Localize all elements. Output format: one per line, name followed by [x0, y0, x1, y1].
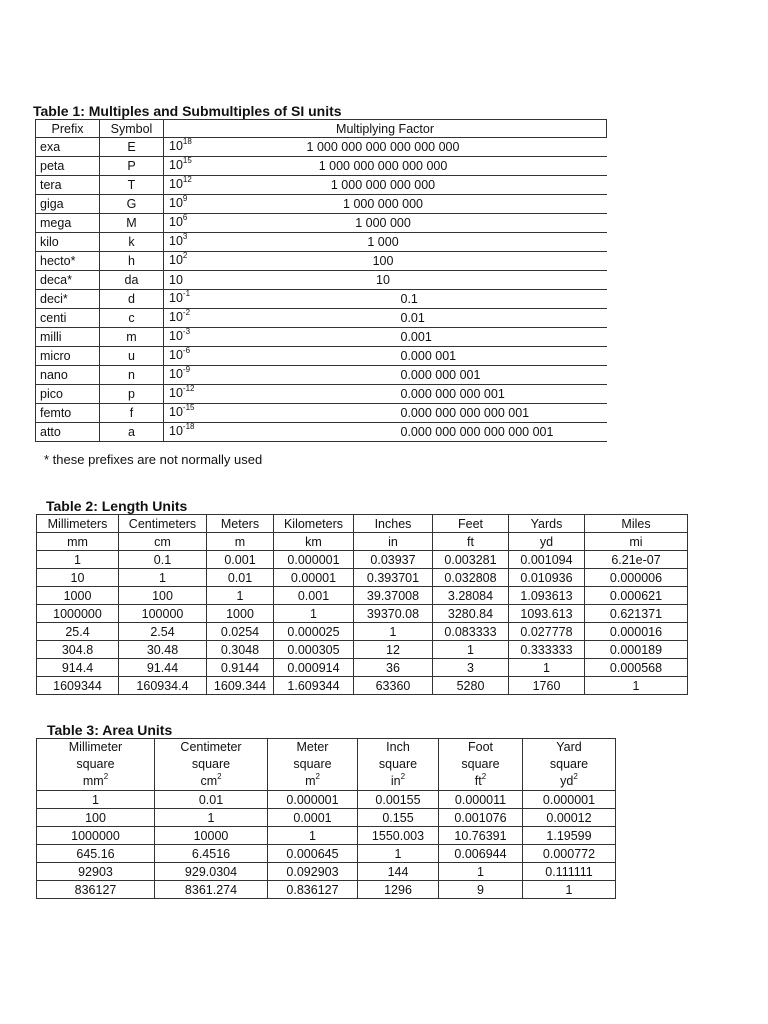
- symbol-cell: G: [100, 195, 164, 214]
- table3-cell: 9: [439, 881, 523, 899]
- table2-cell: 0.000305: [274, 641, 354, 659]
- table3-row: [37, 863, 616, 881]
- table2-cell: 0.000621: [585, 587, 688, 605]
- table2-cell: 0.001: [274, 587, 354, 605]
- table2-cell: 0.393701: [354, 569, 433, 587]
- table3-subheader-cell: square: [523, 756, 616, 773]
- table1-row: [36, 214, 607, 233]
- table2-cell: 10: [37, 569, 119, 587]
- table2-cell: 12: [354, 641, 433, 659]
- table3-cell: 836127: [37, 881, 155, 899]
- power-cell: $10^{-12}$: [164, 384, 216, 403]
- prefix-cell: kilo: [36, 233, 100, 252]
- table2-cell: 0.003281: [433, 551, 509, 569]
- table2-unit-cell: cm: [119, 533, 207, 551]
- table2-cell: 0.03937: [354, 551, 433, 569]
- prefix-cell: peta: [36, 157, 100, 176]
- symbol-cell: n: [100, 365, 164, 384]
- factor-value-cell: 10: [216, 271, 607, 290]
- table3-unit-cell: [439, 773, 523, 791]
- table2-row: [37, 659, 688, 677]
- power-exponent: -15: [182, 403, 195, 412]
- table3-unit-cell: [37, 773, 155, 791]
- unit-symbol: ft: [474, 773, 482, 788]
- power-exponent: 15: [182, 156, 192, 165]
- table2-cell: 1: [207, 587, 274, 605]
- power-exponent: 9: [182, 194, 188, 203]
- table1-header-factor: Multiplying Factor: [164, 120, 607, 138]
- table2-cell: 0.00001: [274, 569, 354, 587]
- table1-caption: Table 1: Multiples and Submultiples of SI units: [33, 103, 342, 119]
- table2-cell: 1: [433, 641, 509, 659]
- table3-cell: 645.16: [37, 845, 155, 863]
- table3-cell: 1: [155, 809, 268, 827]
- table2-cell: 0.000001: [274, 551, 354, 569]
- table2-header-cell: Millimeters: [37, 515, 119, 533]
- prefix-cell: tera: [36, 176, 100, 195]
- power-exponent: 6: [182, 213, 188, 222]
- prefix-cell: femto: [36, 403, 100, 422]
- table2-cell: 0.000025: [274, 623, 354, 641]
- table3-caption: Table 3: Area Units: [47, 722, 173, 738]
- table2-cell: 100000: [119, 605, 207, 623]
- table1-row: [36, 403, 607, 422]
- table2-unit-cell: mi: [585, 533, 688, 551]
- table1-row: [36, 384, 607, 403]
- table2-cell: 0.01: [207, 569, 274, 587]
- power-exponent: -18: [182, 422, 195, 431]
- table2-cell: 0.0254: [207, 623, 274, 641]
- power-cell: $10^{18}$: [164, 138, 216, 157]
- table2-cell: 1.093613: [509, 587, 585, 605]
- prefix-cell: deca*: [36, 271, 100, 290]
- symbol-cell: f: [100, 403, 164, 422]
- table3-header-cell: Yard: [523, 739, 616, 757]
- table2-unit-cell: km: [274, 533, 354, 551]
- symbol-cell: k: [100, 233, 164, 252]
- symbol-cell: d: [100, 289, 164, 308]
- table2-header-cell: Inches: [354, 515, 433, 533]
- table2-cell: 1: [37, 551, 119, 569]
- table2-cell: 1: [119, 569, 207, 587]
- factor-value-cell: 1 000: [216, 233, 607, 252]
- table2-cell: 0.1: [119, 551, 207, 569]
- factor-value-cell: 1 000 000 000 000 000: [216, 157, 607, 176]
- table1-row: [36, 422, 607, 441]
- table2-cell: 5280: [433, 677, 509, 695]
- table3-cell: 0.001076: [439, 809, 523, 827]
- unit-power: 2: [481, 773, 487, 781]
- unit-power: 2: [400, 773, 406, 781]
- table1-row: [36, 308, 607, 327]
- table2-units-row: [37, 533, 688, 551]
- factor-value-cell: 0.000 000 000 001: [216, 384, 607, 403]
- prefix-cell: pico: [36, 384, 100, 403]
- table1-row: [36, 176, 607, 195]
- table1-row: [36, 289, 607, 308]
- table2-cell: 91.44: [119, 659, 207, 677]
- table3-cell: 1.19599: [523, 827, 616, 845]
- table3-header-cell: Millimeter: [37, 739, 155, 757]
- factor-value-cell: 1 000 000 000 000 000 000: [216, 138, 607, 157]
- power-cell: $10^{15}$: [164, 157, 216, 176]
- power-exponent: -6: [182, 346, 191, 355]
- table3-cell: 1000000: [37, 827, 155, 845]
- unit-power: 2: [103, 773, 109, 781]
- table3-cell: 1: [37, 791, 155, 809]
- table2-cell: 39370.08: [354, 605, 433, 623]
- power-cell: $10^{-2}$: [164, 308, 216, 327]
- table2-cell: 39.37008: [354, 587, 433, 605]
- table2-unit-cell: mm: [37, 533, 119, 551]
- factor-value-cell: 0.000 001: [216, 346, 607, 365]
- power-cell: $10^{-3}$: [164, 327, 216, 346]
- table1-row: [36, 157, 607, 176]
- table2-row: [37, 551, 688, 569]
- power-exponent: -9: [182, 365, 191, 374]
- power-exponent: -2: [182, 308, 191, 317]
- prefix-cell: micro: [36, 346, 100, 365]
- factor-value-cell: 1 000 000 000: [216, 195, 607, 214]
- table3-header-cell: Foot: [439, 739, 523, 757]
- table3-cell: 0.000011: [439, 791, 523, 809]
- table3-cell: 0.0001: [268, 809, 358, 827]
- table2-cell: 914.4: [37, 659, 119, 677]
- table2-cell: 0.000006: [585, 569, 688, 587]
- unit-symbol: in: [390, 773, 401, 788]
- table3-cell: 10000: [155, 827, 268, 845]
- table1-row: [36, 233, 607, 252]
- table3-units-row: [37, 773, 616, 791]
- table2-cell: 1760: [509, 677, 585, 695]
- symbol-cell: c: [100, 308, 164, 327]
- power-exponent: -3: [182, 327, 191, 336]
- table2-unit-cell: ft: [433, 533, 509, 551]
- power-cell: $10^6$: [164, 214, 216, 233]
- table2-cell: 1: [585, 677, 688, 695]
- table1-header-prefix: Prefix: [36, 120, 100, 138]
- table3-row: [37, 881, 616, 899]
- table2-cell: 0.027778: [509, 623, 585, 641]
- table2-header-cell: Meters: [207, 515, 274, 533]
- table3-cell: 1296: [358, 881, 439, 899]
- prefix-cell: hecto*: [36, 252, 100, 271]
- table3-cell: 0.092903: [268, 863, 358, 881]
- symbol-cell: M: [100, 214, 164, 233]
- table1-footnote: * these prefixes are not normally used: [44, 452, 263, 467]
- table3-cell: 144: [358, 863, 439, 881]
- table2-header-cell: Yards: [509, 515, 585, 533]
- factor-value-cell: 1 000 000 000 000: [216, 176, 607, 195]
- table2-cell: 3: [433, 659, 509, 677]
- table2-cell: 0.333333: [509, 641, 585, 659]
- table2-cell: 1000000: [37, 605, 119, 623]
- table3-cell: 0.111111: [523, 863, 616, 881]
- table3-cell: 929.0304: [155, 863, 268, 881]
- symbol-cell: E: [100, 138, 164, 157]
- symbol-cell: P: [100, 157, 164, 176]
- unit-power: 2: [315, 773, 320, 781]
- table2-header-cell: Miles: [585, 515, 688, 533]
- unit-symbol: cm: [200, 773, 218, 788]
- unit-symbol: yd: [560, 773, 574, 788]
- power-exponent: 18: [182, 137, 192, 146]
- table2-cell: 1: [354, 623, 433, 641]
- table3-row: [37, 791, 616, 809]
- table3-unit-cell: [268, 773, 358, 791]
- table2-cell: 63360: [354, 677, 433, 695]
- table3-unit-cell: [155, 773, 268, 791]
- table1-row: [36, 195, 607, 214]
- power-cell: $10^9$: [164, 195, 216, 214]
- table2-cell: 0.083333: [433, 623, 509, 641]
- table1-header-row: [36, 120, 607, 138]
- table2-cell: 3280.84: [433, 605, 509, 623]
- power-cell: $10^2$: [164, 252, 216, 271]
- table1-row: [36, 138, 607, 157]
- table3-cell: 100: [37, 809, 155, 827]
- power-cell: $10^3$: [164, 233, 216, 252]
- table3-cell: 1: [523, 881, 616, 899]
- table2-cell: 0.000189: [585, 641, 688, 659]
- symbol-cell: da: [100, 271, 164, 290]
- table3-cell: 1: [439, 863, 523, 881]
- prefix-cell: giga: [36, 195, 100, 214]
- table3-cell: 1: [268, 827, 358, 845]
- symbol-cell: m: [100, 327, 164, 346]
- prefix-cell: centi: [36, 308, 100, 327]
- table1-row: [36, 271, 607, 290]
- table2-cell: 0.3048: [207, 641, 274, 659]
- table2-row: [37, 605, 688, 623]
- factor-value-cell: 0.000 000 000 000 000 001: [216, 422, 607, 441]
- power-cell: $10^{-18}$: [164, 422, 216, 441]
- table2-caption: Table 2: Length Units: [46, 498, 188, 514]
- table2-header-cell: Feet: [433, 515, 509, 533]
- symbol-cell: u: [100, 346, 164, 365]
- symbol-cell: p: [100, 384, 164, 403]
- table2-unit-cell: in: [354, 533, 433, 551]
- table3-header-row: [37, 739, 616, 757]
- unit-symbol: mm: [82, 773, 104, 788]
- table2-cell: 36: [354, 659, 433, 677]
- table2-cell: 304.8: [37, 641, 119, 659]
- table2-row: [37, 569, 688, 587]
- table2-cell: 3.28084: [433, 587, 509, 605]
- power-exponent: -12: [182, 384, 195, 393]
- table2-cell: 1000: [37, 587, 119, 605]
- table3-cell: 0.00155: [358, 791, 439, 809]
- prefix-cell: atto: [36, 422, 100, 441]
- power-cell: 10: [164, 271, 216, 290]
- table2-cell: 1: [274, 605, 354, 623]
- symbol-cell: h: [100, 252, 164, 271]
- power-cell: $10^{-6}$: [164, 346, 216, 365]
- table2-header-cell: Kilometers: [274, 515, 354, 533]
- table2-cell: 0.000016: [585, 623, 688, 641]
- table2-cell: 1000: [207, 605, 274, 623]
- table1: [35, 119, 607, 442]
- factor-value-cell: 0.01: [216, 308, 607, 327]
- table2-header-row: [37, 515, 688, 533]
- table3-unit-cell: [358, 773, 439, 791]
- table2-cell: 6.21e-07: [585, 551, 688, 569]
- table2-cell: 0.010936: [509, 569, 585, 587]
- power-exponent: 2: [182, 251, 188, 260]
- symbol-cell: a: [100, 422, 164, 441]
- table2-cell: 30.48: [119, 641, 207, 659]
- prefix-cell: exa: [36, 138, 100, 157]
- prefix-cell: deci*: [36, 289, 100, 308]
- table1-header-symbol: Symbol: [100, 120, 164, 138]
- table3-row: [37, 845, 616, 863]
- prefix-cell: nano: [36, 365, 100, 384]
- table2-cell: 0.000568: [585, 659, 688, 677]
- table2-header-cell: Centimeters: [119, 515, 207, 533]
- table3-cell: 0.000001: [268, 791, 358, 809]
- table3-subheader-cell: square: [155, 756, 268, 773]
- symbol-cell: T: [100, 176, 164, 195]
- table3-header-cell: Meter: [268, 739, 358, 757]
- table3-subheader-row: [37, 756, 616, 773]
- power-cell: $10^{12}$: [164, 176, 216, 195]
- table1-row: [36, 252, 607, 271]
- table3-row: [37, 809, 616, 827]
- table3-cell: 6.4516: [155, 845, 268, 863]
- table3-cell: 0.006944: [439, 845, 523, 863]
- table3-cell: 0.000645: [268, 845, 358, 863]
- table2-cell: 160934.4: [119, 677, 207, 695]
- table2-row: [37, 641, 688, 659]
- table2-unit-cell: m: [207, 533, 274, 551]
- prefix-cell: mega: [36, 214, 100, 233]
- table3-row: [37, 827, 616, 845]
- unit-power: 2: [217, 773, 222, 781]
- factor-value-cell: 1 000 000: [216, 214, 607, 233]
- table3-cell: 1: [358, 845, 439, 863]
- table2-cell: 25.4: [37, 623, 119, 641]
- table2-cell: 1609.344: [207, 677, 274, 695]
- table3-cell: 0.01: [155, 791, 268, 809]
- table2-cell: 1093.613: [509, 605, 585, 623]
- table3-cell: 0.000001: [523, 791, 616, 809]
- table2-cell: 0.9144: [207, 659, 274, 677]
- table3-subheader-cell: square: [439, 756, 523, 773]
- table3-cell: 0.000772: [523, 845, 616, 863]
- table3-cell: 8361.274: [155, 881, 268, 899]
- power-exponent: 12: [182, 175, 192, 184]
- table3-cell: 0.155: [358, 809, 439, 827]
- table2-cell: 0.000914: [274, 659, 354, 677]
- table3-cell: 0.836127: [268, 881, 358, 899]
- table3: [36, 738, 616, 899]
- table3-header-cell: Centimeter: [155, 739, 268, 757]
- factor-value-cell: 0.1: [216, 289, 607, 308]
- unit-power: 2: [573, 773, 578, 781]
- table2-cell: 1.609344: [274, 677, 354, 695]
- table2-cell: 100: [119, 587, 207, 605]
- table1-row: [36, 365, 607, 384]
- table3-subheader-cell: square: [37, 756, 155, 773]
- table2: [36, 514, 688, 695]
- table2-cell: 0.001094: [509, 551, 585, 569]
- unit-symbol: m: [305, 773, 316, 788]
- factor-value-cell: 0.000 000 000 000 001: [216, 403, 607, 422]
- factor-value-cell: 0.000 000 001: [216, 365, 607, 384]
- power-cell: $10^{-1}$: [164, 289, 216, 308]
- table2-row: [37, 623, 688, 641]
- power-cell: $10^{-15}$: [164, 403, 216, 422]
- table2-row: [37, 587, 688, 605]
- table2-cell: 1609344: [37, 677, 119, 695]
- factor-value-cell: 100: [216, 252, 607, 271]
- table2-cell: 0.001: [207, 551, 274, 569]
- table3-header-cell: Inch: [358, 739, 439, 757]
- factor-value-cell: 0.001: [216, 327, 607, 346]
- table1-row: [36, 346, 607, 365]
- table3-subheader-cell: square: [268, 756, 358, 773]
- table2-unit-cell: yd: [509, 533, 585, 551]
- table2-cell: 1: [509, 659, 585, 677]
- table2-cell: 0.621371: [585, 605, 688, 623]
- table3-subheader-cell: square: [358, 756, 439, 773]
- power-cell: $10^{-9}$: [164, 365, 216, 384]
- table3-cell: 0.00012: [523, 809, 616, 827]
- prefix-cell: milli: [36, 327, 100, 346]
- table3-cell: 10.76391: [439, 827, 523, 845]
- power-exponent: -1: [182, 289, 191, 298]
- table3-cell: 92903: [37, 863, 155, 881]
- table1-row: [36, 327, 607, 346]
- table2-cell: 0.032808: [433, 569, 509, 587]
- table3-unit-cell: [523, 773, 616, 791]
- table2-cell: 2.54: [119, 623, 207, 641]
- table3-cell: 1550.003: [358, 827, 439, 845]
- table2-row: [37, 677, 688, 695]
- power-exponent: 3: [182, 232, 188, 241]
